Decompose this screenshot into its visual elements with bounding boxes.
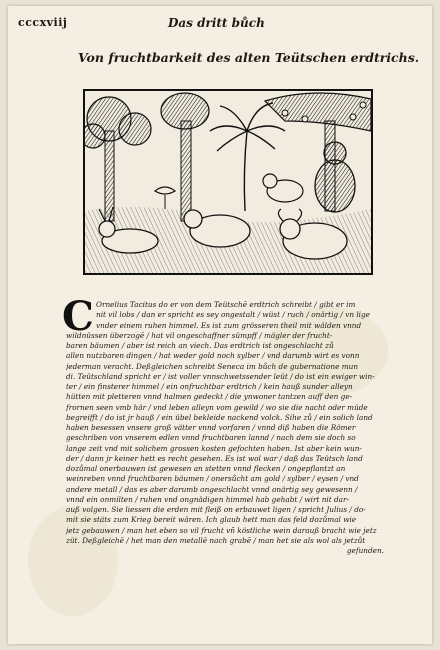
text-line: ter / ein finsterer himmel / ein onfruchtbar erdtrich / kein hauß sunder alleyn (66, 382, 353, 391)
text-line: auß volgen. Sie liessen die erden mit fleiß on erbauwet ligen / spricht Julius / do- (66, 505, 366, 514)
running-head: Das dritt bůch (168, 16, 265, 30)
text-line: lange zeit vnd mit solichem grossen kosten gefochten haben. Ist aber kein wun- (66, 443, 362, 453)
text-line: andere metall / das es aber darumb ongeschlacht vnnd onärtig sey gewesenn / (66, 484, 358, 494)
book-page (8, 6, 432, 644)
body-text (62, 293, 384, 556)
chapter-title: Von fruchtbarkeit des alten Teütschen erdtrichs. (78, 50, 420, 65)
decorated-initial: C (62, 293, 94, 340)
text-line: geschriben von vnserem edlen vnnd fruchtbaren lannd / nach dem sie doch so (66, 433, 356, 443)
text-line: hütten mit pletteren vnnd halmen gedeckt / die ynwoner tantzen auff den ge- (66, 392, 353, 402)
text-line-final: gefunden. (346, 546, 384, 555)
text-line: jederman veracht. Deßgleichen schreibt Seneca im bůch de gubernatione mun (66, 361, 359, 371)
text-line: züt. Deßgleichē / het man den metallē nach grabē / man het sie als wol als jetzůt (66, 535, 366, 545)
text-line: di. Teütschland spricht er / ist voller vnnschwetssender leüt / do ist ein ewiger win- (66, 371, 375, 381)
text-line: weinreben vnnd fruchtbaren bäumen / onersůcht am gold / sylber / eysen / vnd (66, 474, 359, 484)
text-line: mit sie stäts zum Krieg bereit wären. Ich glaub hett man das feld dozůmal wie (66, 515, 357, 525)
page-header (18, 16, 420, 36)
text-line: dozůmal onerbauwen ist gewesen an stetten vnnd flecken / ongepflantzt an (66, 464, 346, 473)
text-line: vnnd ein onmilten / ruhen vnd ongnädigen himmel hab gehabt / wirt nit dar- (66, 494, 349, 504)
text-line: Ornelius Tacitus do er von dem Teütschē erdtrich schreibt / gibt er im (96, 300, 356, 309)
text-line: begreifft / do ist jr hauß / ein übel bekleide nackend volck. Sihe zů / ein solich land (66, 412, 373, 422)
woodcut-animals-forest-illustration (85, 91, 371, 273)
text-line: allen nutzbaren dingen / hat weder gold noch sylber / vnd darumb wirt es vonn (66, 351, 360, 361)
text-line: nit vil lobs / dan er spricht es sey ongestalt / wüst / ruch / onärtig / vn lige (96, 310, 370, 320)
text-line: baren bäumen / aber ist reich an viech. Das erdtrich ist ongeschlacht zů (66, 341, 334, 350)
text-line: frornen seen vmb här / vnd leben alleyn vom gewild / wo sie die nacht oder müde (66, 402, 368, 412)
text-line: vnder einem ruhen himmel. Es ist zum grösseren theil mit wälden vnnd (96, 320, 362, 330)
text-line: jetz gebauwen / man het eben so vil frucht vñ köstliche wein darauß bracht wie jetz (66, 525, 377, 535)
text-line: wildnüssen überzogē / hat vil ongeschaffner sümpff / mägler der frucht- (66, 330, 333, 340)
text-line: haben besessen vnsere groß vätter vnnd vorfaren / vnnd diß haben die Römer (66, 423, 356, 432)
text-line: der / dann jr keiner hett es recht gesehen. Es ist wol war / daß das Teütsch land (66, 453, 363, 463)
folio-number: cccxviij (18, 16, 68, 29)
woodcut-illustration (83, 89, 373, 275)
